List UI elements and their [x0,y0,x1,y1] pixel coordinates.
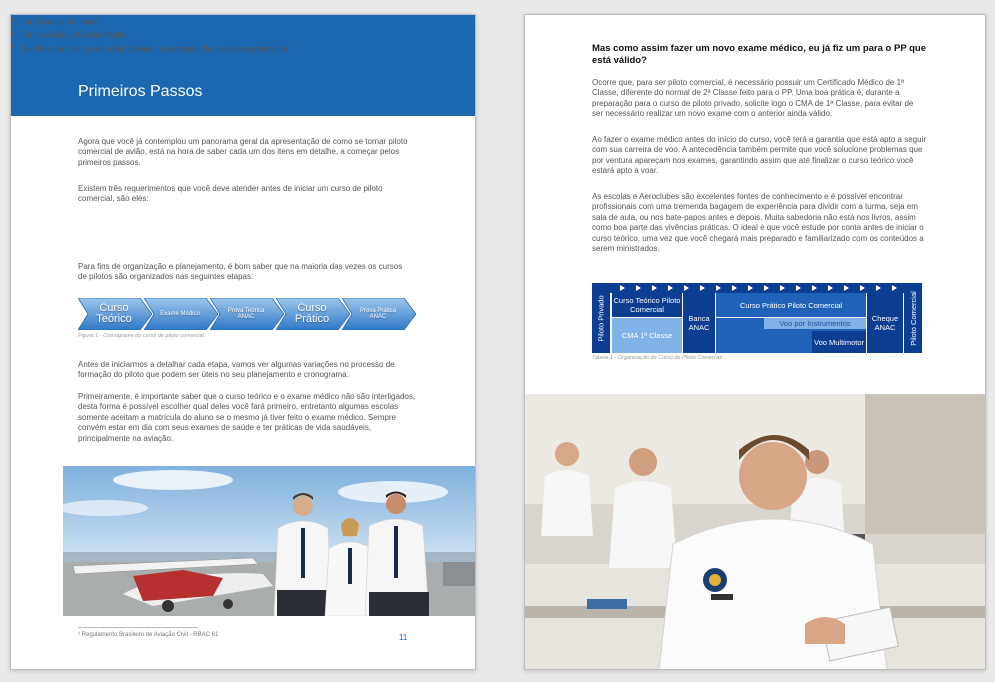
requirements-list [11,15,331,55]
pilots-photo [63,466,476,616]
paragraph-exam-timing: Ao fazer o exame médico antes do início do curso, você terá a garantia que está apto a seguir com sua carreira de voo. A antecedência também permite que você solucione problemas que por ventura apareçam nos exames, garantindo assim que até finalizar o curso teórico você estará apto a voar. [592,135,926,176]
page-title: Primeiros Passos [78,83,203,100]
list-item: • Ter concluído o Ensino Médio;$^1$ [11,28,331,41]
table-cell-voo-multimotor: Voo Multimotor [812,331,866,353]
table-cell-banca: Banca ANAC [683,293,715,353]
list-item: • Ter 18 anos, ou mais;$^1$ [11,15,331,28]
table-cell-voo-instrumentos: Voo por Instrumentos [764,318,866,329]
classroom-photo [525,394,986,670]
footnote-mark: 1 [128,30,131,37]
footnote: ¹ Regulamento Brasileiro de Aviação Civil - RBAC 61 [78,632,219,638]
paragraph-schools: As escolas e Aeroclubes são excelentes fontes de conhecimento e é possível encontrar profissionais com uma tremenda bagagem de experiência para dividir com a turma, seja em sala de aula, ou nos bate-papos antes e depois. Muita sabedoria não está nos livros, assim como boa parte das vivências práticas. O ideal é que você estude por conta antes de iniciar o curso teórico, uma vez que você chegará mais preparado e familiarizado com os conteúdos a serem ministrados. [592,192,924,254]
flow-step: Curso Teórico [78,298,152,330]
paragraph-cma: Ocorre que, para ser piloto comercial, é necessário possuir um Certificado Médico de 1ª Classe, diferente do normal de 2ª Classe feito para o PP. Uma boa prática é, durante a preparação para o curso de piloto privado, solicite logo o CMA de 1ª Classe, para evitar de ser necessário realizar um novo exame com o anterior ainda válido. [592,78,914,119]
course-flow-diagram [78,298,414,330]
flow-step: Prova Prática ANAC [342,298,416,330]
footnote-mark: 1 [289,43,293,50]
figure-caption: Figura 1 - Cronograma do curso de piloto comercial. [78,333,206,339]
left-page [10,14,476,670]
table-cell-cheque: Cheque ANAC [867,293,903,353]
paragraph-exam-order: Primeiramente, é importante saber que o curso teórico e o exame médico não são interligados, desta forma é possível escolher qual deles você fará primeiro, entretanto algumas escolas somente aceitam a matrícula do aluno se o mesmo já tiver feito o exame médico. Sempre convém estar em dia com seus exames de saúde e ter práticas de vida saudáveis, principalmente na aviação. [78,392,416,443]
intro-paragraph: Agora que você já contemplou um panorama geral da apresentação de como se tornar piloto comercial de avião, está na hora de saber cada um dos itens em detalhe, a começar pelos primeiros passos. [78,137,408,167]
right-page [524,14,986,670]
footnote-divider [78,627,198,628]
table-label-piloto-privado: Piloto Privado [592,283,610,353]
table-label-piloto-comercial: Piloto Comercial [904,283,922,353]
list-item: • Ser titular de licença de piloto privado na categoria de aeronave pretendida.$^1$ [11,42,331,55]
table-cell-curso-pratico: Curso Prático Piloto Comercial [716,293,866,317]
flow-step: Curso Prático [276,298,350,330]
flow-step: Prova Teórica ANAC [210,298,284,330]
table-caption: Tabela 1 - Organização do Curso de Piloto Comercial [592,355,723,361]
course-organization-table [592,283,922,353]
requirements-intro: Existem três requerimentos que você deve atender antes de iniciar um curso de piloto comercial, são eles: [78,184,383,204]
table-cell-cma: CMA 1ª Classe [612,318,682,353]
page-number: 11 [399,633,408,642]
flow-step: Exame Médico [144,298,218,330]
footnote-mark: 1 [97,17,101,23]
table-cell-curso-teorico: Curso Teórico Piloto Comercial [612,293,682,317]
paragraph-variations: Antes de iniciarmos a detalhar cada etapa, vamos ver algumas variações no processo de formação do piloto que podem ser úteis no seu planejamento e cronograma. [78,360,395,380]
section-heading: Mas como assim fazer um novo exame médico, eu já fiz um para o PP que está válido? [592,43,927,66]
organization-paragraph: Para fins de organização e planejamento, é bom saber que na maioria das vezes os cursos de pilotos são organizados nas seguintes etapas: [78,262,403,282]
